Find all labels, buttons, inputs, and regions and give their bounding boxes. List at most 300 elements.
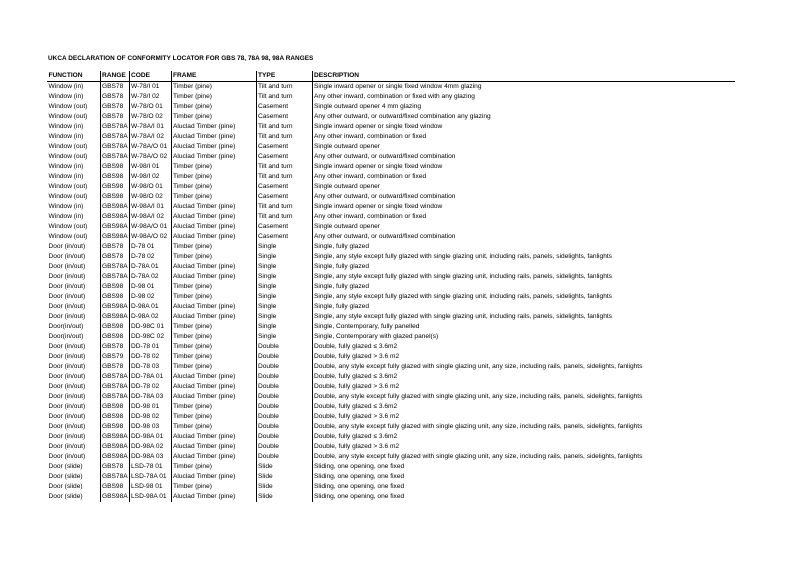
code-cell: DD-78 02 — [129, 382, 171, 392]
description-cell: Double, fully glazed ≤ 3.6m2 — [312, 372, 735, 382]
table-row — [47, 292, 735, 302]
frame-cell: Aluclad Timber (pine) — [171, 202, 256, 212]
column-header-range: RANGE — [100, 71, 129, 82]
table-header-row — [47, 71, 735, 82]
type-cell: Single — [256, 312, 312, 322]
frame-cell: Aluclad Timber (pine) — [171, 372, 256, 382]
range-cell: GBS98 — [100, 322, 129, 332]
code-cell: D-78A 01 — [129, 262, 171, 272]
table-row — [47, 162, 735, 172]
function-cell: Door(in/out) — [48, 323, 84, 330]
code-cell: LSD-78 01 — [129, 462, 171, 472]
range-cell: GBS98A — [102, 223, 128, 230]
type-cell: Double — [256, 422, 312, 432]
column-header-description: DESCRIPTION — [312, 71, 735, 82]
function-cell: Door (in/out) — [48, 283, 86, 290]
code-cell: DD-98C 01 — [129, 322, 171, 332]
type-cell: Double — [256, 372, 312, 382]
range-cell: GBS98A — [102, 493, 128, 500]
function-cell: Window (out) — [48, 153, 88, 160]
type-cell: Casement — [256, 182, 312, 192]
description-cell: Double, fully glazed > 3.6 m2 — [312, 352, 735, 362]
range-cell: GBS78A — [102, 473, 128, 480]
frame-cell: Aluclad Timber (pine) — [171, 152, 256, 162]
table-row — [47, 212, 735, 222]
description-cell: Any other outward, or outward/fixed combination — [312, 232, 735, 242]
type-cell: Single — [256, 332, 312, 342]
function-cell: Window (out) — [48, 143, 88, 150]
type-cell: Double — [256, 352, 312, 362]
description-cell: Single, fully glazed — [312, 282, 735, 292]
type-cell: Slide — [256, 472, 312, 482]
type-cell: Tilt and turn — [256, 202, 312, 212]
type-cell: Casement — [256, 142, 312, 152]
frame-cell: Timber (pine) — [171, 362, 256, 372]
frame-cell: Timber (pine) — [171, 292, 256, 302]
frame-cell: Aluclad Timber (pine) — [171, 432, 256, 442]
type-cell: Tilt and turn — [256, 92, 312, 102]
code-cell: W-78A/I 02 — [129, 132, 171, 142]
frame-cell: Timber (pine) — [171, 402, 256, 412]
range-cell: GBS98A — [102, 313, 128, 320]
table-row — [47, 422, 735, 432]
table-row — [47, 372, 735, 382]
frame-cell: Aluclad Timber (pine) — [171, 392, 256, 402]
description-cell: Double, fully glazed > 3.6 m2 — [312, 382, 735, 392]
table-row — [47, 92, 735, 102]
table-row — [47, 282, 735, 292]
table-row — [47, 252, 735, 262]
frame-cell: Timber (pine) — [171, 92, 256, 102]
description-cell: Single, any style except fully glazed with single glazing unit, including rails, panels, sidelights, fanlights — [312, 252, 735, 262]
type-cell: Tilt and turn — [256, 122, 312, 132]
code-cell: DD-78 02 — [129, 352, 171, 362]
range-cell: GBS98 — [100, 412, 129, 422]
table-row — [47, 492, 735, 502]
type-cell: Slide — [256, 492, 312, 502]
frame-cell: Timber (pine) — [171, 172, 256, 182]
frame-cell: Aluclad Timber (pine) — [171, 472, 256, 482]
range-cell: GBS98 — [100, 162, 129, 172]
page-title: UKCA DECLARATION OF CONFORMITY LOCATOR FOR GBS 78, 78A 98, 98A RANGES — [48, 55, 314, 62]
description-cell: Sliding, one opening, one fixed — [312, 472, 735, 482]
type-cell: Casement — [256, 192, 312, 202]
code-cell: DD-98 03 — [129, 422, 171, 432]
range-cell: GBS98A — [102, 433, 128, 440]
description-cell: Single outward opener — [312, 182, 735, 192]
table-row — [47, 392, 735, 402]
function-cell: Window (in) — [48, 203, 84, 210]
range-cell: GBS78 — [100, 362, 129, 372]
type-cell: Single — [256, 242, 312, 252]
function-cell: Door (in/out) — [48, 343, 86, 350]
description-cell: Any other outward, or outward/fixed combination — [312, 152, 735, 162]
description-cell: Any other inward, combination or fixed — [312, 212, 735, 222]
code-cell: W-78/O 01 — [129, 102, 171, 112]
description-cell: Double, fully glazed ≤ 3.6m2 — [312, 432, 735, 442]
type-cell: Double — [256, 432, 312, 442]
type-cell: Double — [256, 412, 312, 422]
function-cell: Window (out) — [48, 183, 88, 190]
table-row — [47, 352, 735, 362]
type-cell: Tilt and turn — [256, 172, 312, 182]
function-cell: Door (slide) — [48, 483, 83, 490]
description-cell: Single inward opener or single fixed window — [312, 202, 735, 212]
type-cell: Tilt and turn — [256, 162, 312, 172]
type-cell: Tilt and turn — [256, 132, 312, 142]
function-cell: Window (out) — [48, 233, 88, 240]
range-cell: GBS79 — [100, 352, 129, 362]
range-cell: GBS78A — [102, 373, 128, 380]
frame-cell: Aluclad Timber (pine) — [171, 302, 256, 312]
description-cell: Double, any style except fully glazed with single glazing unit, any size, including rails, panels, sidelights, fanlights — [312, 362, 735, 372]
description-cell: Any other outward, or outward/fixed combination any glazing — [312, 112, 735, 122]
range-cell: GBS78 — [100, 342, 129, 352]
type-cell: Double — [256, 382, 312, 392]
frame-cell: Aluclad Timber (pine) — [171, 142, 256, 152]
function-cell: Door (in/out) — [48, 413, 86, 420]
frame-cell: Aluclad Timber (pine) — [171, 122, 256, 132]
frame-cell: Timber (pine) — [171, 182, 256, 192]
description-cell: Single, Contemporary, fully panelled — [312, 322, 735, 332]
table-row — [47, 312, 735, 322]
table-row — [47, 122, 735, 132]
type-cell: Double — [256, 342, 312, 352]
range-cell: GBS78A — [102, 123, 128, 130]
type-cell: Casement — [256, 232, 312, 242]
description-cell: Double, fully glazed ≤ 3.6m2 — [312, 402, 735, 412]
code-cell: DD-98A 03 — [129, 452, 171, 462]
function-cell: Door (in/out) — [48, 313, 86, 320]
code-cell: D-78A 02 — [129, 272, 171, 282]
table-row — [47, 262, 735, 272]
table-row — [47, 102, 735, 112]
function-cell: Door (in/out) — [48, 273, 86, 280]
code-cell: D-98 01 — [129, 282, 171, 292]
range-cell: GBS98 — [100, 282, 129, 292]
description-cell: Single inward opener or single fixed window — [312, 122, 735, 132]
table-row — [47, 402, 735, 412]
frame-cell: Timber (pine) — [171, 112, 256, 122]
conformity-locator-table — [47, 71, 735, 502]
code-cell: W-98A/O 02 — [129, 232, 171, 242]
function-cell: Window (out) — [48, 193, 88, 200]
function-cell: Door (in/out) — [48, 293, 86, 300]
code-cell: DD-78A 03 — [129, 392, 171, 402]
description-cell: Single, any style except fully glazed with single glazing unit, including rails, panels, sidelights, fanlights — [312, 312, 735, 322]
function-cell: Door (in/out) — [48, 303, 86, 310]
frame-cell: Timber (pine) — [171, 242, 256, 252]
range-cell: GBS78 — [100, 102, 129, 112]
function-cell: Door (in/out) — [48, 363, 86, 370]
description-cell: Single, fully glazed — [312, 262, 735, 272]
code-cell: D-78 01 — [129, 242, 171, 252]
description-cell: Any other inward, combination or fixed — [312, 172, 735, 182]
frame-cell: Timber (pine) — [171, 192, 256, 202]
range-cell: GBS78A — [102, 393, 128, 400]
range-cell: GBS78 — [100, 92, 129, 102]
function-cell: Door (in/out) — [48, 253, 86, 260]
description-cell: Any other inward, combination or fixed — [312, 132, 735, 142]
function-cell: Window (out) — [48, 223, 88, 230]
function-cell: Door (in/out) — [48, 423, 86, 430]
code-cell: W-78/I 02 — [129, 92, 171, 102]
type-cell: Single — [256, 292, 312, 302]
range-cell: GBS78 — [100, 82, 129, 93]
function-cell: Window (in) — [48, 83, 84, 90]
code-cell: W-98/I 02 — [129, 172, 171, 182]
type-cell: Casement — [256, 102, 312, 112]
description-cell: Single, Contemporary with glazed panel(s) — [312, 332, 735, 342]
function-cell: Door (in/out) — [48, 263, 86, 270]
code-cell: DD-78 03 — [129, 362, 171, 372]
range-cell: GBS98 — [100, 292, 129, 302]
table-row — [47, 482, 735, 492]
function-cell: Door (in/out) — [48, 373, 86, 380]
type-cell: Double — [256, 442, 312, 452]
function-cell: Door (in/out) — [48, 243, 86, 250]
description-cell: Double, fully glazed > 3.6 m2 — [312, 412, 735, 422]
frame-cell: Timber (pine) — [171, 462, 256, 472]
function-cell: Window (out) — [48, 113, 88, 120]
range-cell: GBS98 — [100, 482, 129, 492]
code-cell: D-98 02 — [129, 292, 171, 302]
table-row — [47, 412, 735, 422]
frame-cell: Aluclad Timber (pine) — [171, 492, 256, 502]
description-cell: Double, fully glazed ≤ 3.6m2 — [312, 342, 735, 352]
frame-cell: Timber (pine) — [171, 82, 256, 93]
table-row — [47, 472, 735, 482]
description-cell: Single inward opener or single fixed window — [312, 162, 735, 172]
description-cell: Single, any style except fully glazed with single glazing unit, including rails, panels, sidelights, fanlights — [312, 272, 735, 282]
frame-cell: Aluclad Timber (pine) — [171, 222, 256, 232]
range-cell: GBS98A — [102, 453, 128, 460]
function-cell: Door (in/out) — [48, 383, 86, 390]
code-cell: DD-98A 02 — [129, 442, 171, 452]
table-row — [47, 342, 735, 352]
function-cell: Door (in/out) — [48, 443, 86, 450]
code-cell: W-98A/O 01 — [129, 222, 171, 232]
code-cell: DD-98 01 — [129, 402, 171, 412]
description-cell: Single, fully glazed — [312, 242, 735, 252]
table-row — [47, 112, 735, 122]
range-cell: GBS78 — [100, 242, 129, 252]
frame-cell: Aluclad Timber (pine) — [171, 442, 256, 452]
range-cell: GBS78A — [102, 273, 128, 280]
description-cell: Single, any style except fully glazed with single glazing unit, including rails, panels, sidelights, fanlights — [312, 292, 735, 302]
table-row — [47, 362, 735, 372]
code-cell: W-78A/O 01 — [129, 142, 171, 152]
range-cell: GBS98A — [102, 303, 128, 310]
table-body — [47, 82, 735, 503]
table-row — [47, 132, 735, 142]
code-cell: W-98/O 01 — [129, 182, 171, 192]
table-row — [47, 152, 735, 162]
type-cell: Tilt and turn — [256, 82, 312, 93]
function-cell: Window (in) — [48, 133, 84, 140]
table-row — [47, 82, 735, 93]
function-cell: Door (slide) — [48, 463, 83, 470]
range-cell: GBS78A — [102, 143, 128, 150]
type-cell: Casement — [256, 222, 312, 232]
code-cell: W-98A/I 02 — [129, 212, 171, 222]
range-cell: GBS98 — [100, 402, 129, 412]
code-cell: W-78A/I 01 — [129, 122, 171, 132]
range-cell: GBS78A — [102, 383, 128, 390]
table-row — [47, 462, 735, 472]
code-cell: D-98A 01 — [129, 302, 171, 312]
description-cell: Double, any style except fully glazed with single glazing unit, any size, including rails, panels, sidelights, fanlights — [312, 422, 735, 432]
type-cell: Single — [256, 262, 312, 272]
code-cell: DD-98C 02 — [129, 332, 171, 342]
code-cell: DD-98 02 — [129, 412, 171, 422]
table-row — [47, 302, 735, 312]
function-cell: Window (in) — [48, 93, 84, 100]
range-cell: GBS78A — [102, 263, 128, 270]
table-row — [47, 202, 735, 212]
column-header-frame: FRAME — [171, 71, 256, 82]
function-cell: Window (in) — [48, 123, 84, 130]
code-cell: LSD-98A 01 — [129, 492, 171, 502]
code-cell: W-98/I 01 — [129, 162, 171, 172]
description-cell: Sliding, one opening, one fixed — [312, 462, 735, 472]
range-cell: GBS98A — [102, 233, 128, 240]
function-cell: Door (in/out) — [48, 393, 86, 400]
description-cell: Single outward opener — [312, 142, 735, 152]
column-header-function: FUNCTION — [47, 71, 100, 82]
table-row — [47, 452, 735, 462]
range-cell: GBS78A — [102, 133, 128, 140]
type-cell: Slide — [256, 462, 312, 472]
code-cell: LSD-78A 01 — [129, 472, 171, 482]
type-cell: Double — [256, 392, 312, 402]
table-row — [47, 322, 735, 332]
type-cell: Tilt and turn — [256, 212, 312, 222]
code-cell: DD-78 01 — [129, 342, 171, 352]
function-cell: Door (in/out) — [48, 453, 86, 460]
range-cell: GBS98 — [100, 332, 129, 342]
table-row — [47, 242, 735, 252]
table-row — [47, 192, 735, 202]
code-cell: D-78 02 — [129, 252, 171, 262]
frame-cell: Aluclad Timber (pine) — [171, 312, 256, 322]
range-cell: GBS78 — [100, 462, 129, 472]
description-cell: Single inward opener or single fixed window 4mm glazing — [312, 82, 735, 93]
frame-cell: Timber (pine) — [171, 322, 256, 332]
column-header-type: TYPE — [256, 71, 312, 82]
function-cell: Door (slide) — [48, 473, 83, 480]
code-cell: W-98/O 02 — [129, 192, 171, 202]
table-row — [47, 332, 735, 342]
table-row — [47, 272, 735, 282]
frame-cell: Timber (pine) — [171, 482, 256, 492]
code-cell: W-78A/O 02 — [129, 152, 171, 162]
type-cell: Single — [256, 302, 312, 312]
range-cell: GBS98A — [102, 203, 128, 210]
frame-cell: Aluclad Timber (pine) — [171, 232, 256, 242]
type-cell: Single — [256, 322, 312, 332]
type-cell: Double — [256, 402, 312, 412]
description-cell: Double, any style except fully glazed with single glazing unit, any size, including rails, panels, sidelights, fanlights — [312, 452, 735, 462]
table-row — [47, 432, 735, 442]
description-cell: Double, any style except fully glazed with single glazing unit, any size, including rails, panels, sidelights, fanlights — [312, 392, 735, 402]
description-cell: Sliding, one opening, one fixed — [312, 492, 735, 502]
table-row — [47, 172, 735, 182]
frame-cell: Timber (pine) — [171, 422, 256, 432]
range-cell: GBS98 — [100, 182, 129, 192]
table-row — [47, 182, 735, 192]
code-cell: DD-98A 01 — [129, 432, 171, 442]
range-cell: GBS78 — [100, 112, 129, 122]
description-cell: Sliding, one opening, one fixed — [312, 482, 735, 492]
range-cell: GBS78A — [102, 153, 128, 160]
frame-cell: Timber (pine) — [171, 102, 256, 112]
type-cell: Single — [256, 252, 312, 262]
range-cell: GBS98 — [100, 192, 129, 202]
frame-cell: Timber (pine) — [171, 332, 256, 342]
type-cell: Casement — [256, 112, 312, 122]
function-cell: Door (in/out) — [48, 433, 86, 440]
function-cell: Door (in/out) — [48, 403, 86, 410]
frame-cell: Aluclad Timber (pine) — [171, 132, 256, 142]
type-cell: Single — [256, 282, 312, 292]
frame-cell: Timber (pine) — [171, 342, 256, 352]
type-cell: Single — [256, 272, 312, 282]
table-row — [47, 442, 735, 452]
range-cell: GBS78 — [100, 252, 129, 262]
code-cell: W-78/O 02 — [129, 112, 171, 122]
type-cell: Double — [256, 362, 312, 372]
frame-cell: Timber (pine) — [171, 352, 256, 362]
code-cell: W-98A/I 01 — [129, 202, 171, 212]
frame-cell: Aluclad Timber (pine) — [171, 452, 256, 462]
function-cell: Window (out) — [48, 103, 88, 110]
description-cell: Any other outward, or outward/fixed combination — [312, 192, 735, 202]
description-cell: Double, fully glazed > 3.6 m2 — [312, 442, 735, 452]
type-cell: Casement — [256, 152, 312, 162]
range-cell: GBS98 — [100, 422, 129, 432]
table-row — [47, 142, 735, 152]
function-cell: Window (in) — [48, 173, 84, 180]
column-header-code: CODE — [129, 71, 171, 82]
frame-cell: Timber (pine) — [171, 282, 256, 292]
function-cell: Door (slide) — [48, 493, 83, 500]
description-cell: Any other inward, combination or fixed with any glazing — [312, 92, 735, 102]
frame-cell: Aluclad Timber (pine) — [171, 212, 256, 222]
frame-cell: Aluclad Timber (pine) — [171, 262, 256, 272]
range-cell: GBS98A — [102, 213, 128, 220]
function-cell: Door (in/out) — [48, 353, 86, 360]
function-cell: Window (in) — [48, 163, 84, 170]
frame-cell: Timber (pine) — [171, 162, 256, 172]
table-row — [47, 232, 735, 242]
code-cell: DD-78A 01 — [129, 372, 171, 382]
function-cell: Door(in/out) — [48, 333, 84, 340]
code-cell: D-98A 02 — [129, 312, 171, 322]
function-cell: Window (in) — [48, 213, 84, 220]
frame-cell: Timber (pine) — [171, 252, 256, 262]
type-cell: Double — [256, 452, 312, 462]
type-cell: Slide — [256, 482, 312, 492]
frame-cell: Timber (pine) — [171, 412, 256, 422]
range-cell: GBS98A — [102, 443, 128, 450]
frame-cell: Aluclad Timber (pine) — [171, 272, 256, 282]
code-cell: LSD-98 01 — [129, 482, 171, 492]
frame-cell: Aluclad Timber (pine) — [171, 382, 256, 392]
range-cell: GBS98 — [100, 172, 129, 182]
table-row — [47, 222, 735, 232]
table-row — [47, 382, 735, 392]
